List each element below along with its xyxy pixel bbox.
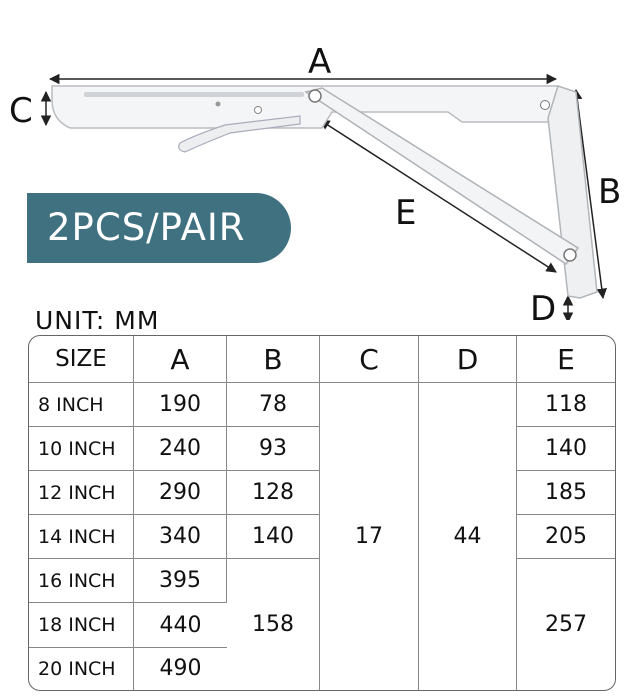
- cell-b-merged: 158: [227, 559, 320, 690]
- cell-a: 290: [134, 471, 227, 515]
- cell-size: 14 INCH: [29, 515, 134, 559]
- pair-badge: 2PCS/PAIR: [27, 193, 291, 263]
- cell-c-merged: 17: [320, 383, 419, 690]
- cell-a: 340: [134, 515, 227, 559]
- label-a: A: [308, 42, 332, 82]
- cell-a: 190: [134, 383, 227, 427]
- cell-size: 18 INCH: [29, 603, 134, 647]
- cell-e-merged: 257: [545, 612, 587, 638]
- size-table: [28, 335, 616, 691]
- arm-slot: [84, 92, 304, 97]
- cell-a: 240: [134, 427, 227, 471]
- cell-size: 12 INCH: [29, 471, 134, 515]
- cell-size: 10 INCH: [29, 427, 134, 471]
- cell-a: 440: [134, 603, 227, 647]
- header-a: A: [134, 336, 227, 383]
- header-size: SIZE: [29, 336, 134, 383]
- cell-b: 93: [227, 427, 320, 471]
- cell-size: 16 INCH: [29, 559, 134, 603]
- header-b: B: [227, 336, 320, 383]
- table-row: [29, 383, 615, 427]
- cell-b: 140: [227, 515, 320, 559]
- cell-a: 395: [134, 559, 227, 603]
- unit-label: UNIT: MM: [35, 306, 160, 335]
- rivet: [255, 107, 262, 114]
- cell-e: 140: [517, 427, 615, 471]
- dimension-e-line: [320, 120, 556, 272]
- cell-a: 490: [159, 656, 202, 682]
- table-header-row: [29, 336, 615, 383]
- header-c: C: [320, 336, 419, 383]
- label-c: C: [9, 91, 33, 131]
- header-d: D: [419, 336, 517, 383]
- cell-d-merged: 44: [419, 383, 517, 690]
- cell-b: 78: [227, 383, 320, 427]
- cell-e: 185: [517, 471, 615, 515]
- cell-e: 118: [517, 383, 615, 427]
- pivot-rivet: [564, 249, 576, 261]
- cell-size: 20 INCH: [29, 648, 134, 690]
- label-b: B: [598, 172, 622, 212]
- label-d: D: [530, 289, 557, 329]
- header-e: E: [517, 336, 615, 383]
- cell-b: 128: [227, 471, 320, 515]
- cell-e: 205: [517, 515, 615, 559]
- cell-size: 8 INCH: [29, 383, 134, 427]
- rivet: [541, 101, 550, 110]
- rivet: [216, 102, 221, 107]
- pivot-rivet: [309, 90, 321, 102]
- label-e: E: [395, 193, 417, 233]
